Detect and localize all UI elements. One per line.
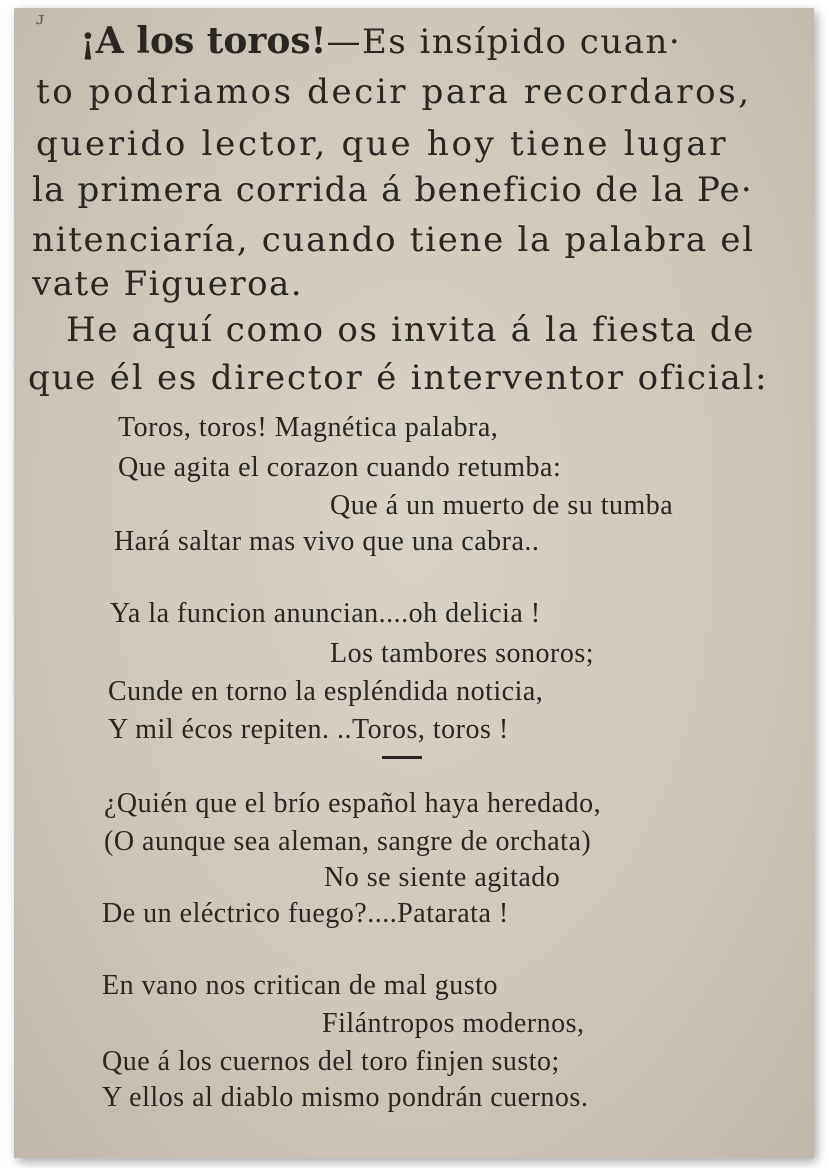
poem-stanza2-line-1: Ya la funcion anuncian....oh delicia ! [110, 598, 541, 629]
lead-line-1: He aquí como os invita á la fiesta de [66, 310, 756, 350]
poem-stanza3-line-2: (O aunque sea aleman, sangre de orchata) [104, 826, 592, 857]
poem-stanza1-line-1: Toros, toros! Magnética palabra, [118, 412, 499, 443]
poem-stanza4-line-4: Y ellos al diablo mismo pondrán cuernos. [102, 1082, 589, 1113]
poem-stanza1-line-2: Que agita el corazon cuando retumba: [118, 452, 562, 483]
article-heading: ¡A los toros! [80, 20, 327, 62]
poem-stanza2-line-2: Los tambores sonoros; [330, 638, 595, 669]
poem-stanza2-line-3: Cunde en torno la espléndida noticia, [108, 676, 544, 707]
intro-line-4: la primera corrida á beneficio de la Pe· [32, 170, 753, 210]
intro-line-5: nitenciaría, cuando tiene la palabra el [32, 220, 755, 260]
poem-stanza3-line-4: De un eléctrico fuego?....Patarata ! [102, 898, 509, 929]
section-divider [382, 756, 422, 759]
poem-stanza4-line-1: En vano nos critican de mal gusto [102, 970, 498, 1001]
prose-line-1 [80, 20, 681, 62]
poem-stanza1-line-4: Hará saltar mas vivo que una cabra.. [114, 526, 540, 557]
poem-stanza2-line-4: Y mil écos repiten. ..Toros, toros ! [108, 714, 509, 745]
poem-stanza1-line-3: Que á un muerto de su tumba [330, 490, 674, 521]
poem-stanza4-line-2: Filántropos modernos, [322, 1008, 585, 1039]
newspaper-clipping [14, 8, 814, 1158]
lead-line-2: que él es director é interventor oficial: [28, 358, 769, 398]
intro-line-2: to podriamos decir para recordaros, [36, 72, 752, 112]
poem-stanza3-line-3: No se siente agitado [324, 862, 561, 893]
corner-mark: ᴊ [36, 8, 45, 29]
intro-line-1: —Es insípido cuan· [326, 22, 682, 62]
poem-stanza3-line-1: ¿Quién que el brío español haya heredado, [104, 788, 602, 819]
intro-line-3: querido lector, que hoy tiene lugar [36, 124, 729, 164]
intro-line-6: vate Figueroa. [32, 264, 304, 304]
poem-stanza4-line-3: Que á los cuernos del toro finjen susto; [102, 1046, 560, 1077]
